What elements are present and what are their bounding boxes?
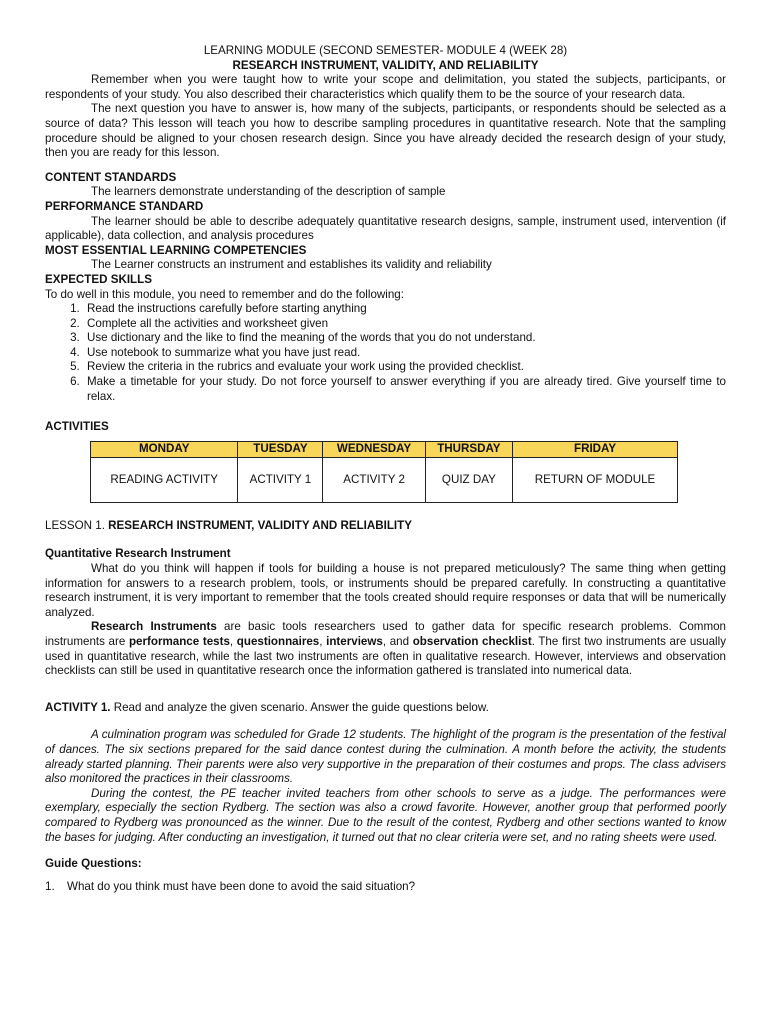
content-standards-heading: CONTENT STANDARDS	[45, 170, 177, 184]
task-cell: RETURN OF MODULE	[513, 457, 678, 502]
module-subtitle: RESEARCH INSTRUMENT, VALIDITY, AND RELIABILITY	[232, 58, 539, 72]
list-item: 2. Complete all the activities and worksheet given	[83, 317, 726, 332]
ri-sep: ,	[319, 635, 327, 648]
activity1-label: ACTIVITY 1.	[45, 700, 111, 714]
activity1-instruction	[45, 701, 726, 716]
term-performance-tests: performance tests	[128, 635, 230, 648]
term-questionnaires: questionnaires	[236, 635, 320, 648]
qri-paragraph: What do you think will happen if tools for building a house is not prepared meticulously? The same thing when getting information for answers to a research problem, tools, or instruments should be prepared carefully. In constructing a quantitative research instrument, it is very important to remember that the tools created should require responses or data that will be numerically analyzed.	[45, 562, 726, 619]
ri-sep: , and	[382, 635, 413, 648]
day-header: MONDAY	[91, 441, 238, 457]
qri-heading: Quantitative Research Instrument	[45, 547, 231, 561]
day-header: WEDNESDAY	[323, 441, 425, 457]
list-item: 6. Make a timetable for your study. Do not force yourself to answer everything if you are already tired. Give yourself time to relax.	[83, 375, 726, 404]
melc-heading: MOST ESSENTIAL LEARNING COMPETENCIES	[45, 243, 307, 257]
ri-text-2: . The first two instruments are usually used in quantitative research, while the last two instruments are often in qualitative research. However, interviews and observation checklists can still be used in quantitative research once the information gathered is translated into numerical data.	[45, 635, 726, 678]
activities-heading: ACTIVITIES	[45, 420, 109, 434]
melc-text: The Learner constructs an instrument and establishes its validity and reliability	[91, 258, 492, 272]
activity-schedule-table	[90, 441, 678, 503]
performance-standard-text: The learner should be able to describe adequately quantitative research designs, sample, instrument used, intervention (if applicable), data collection, and analysis procedures	[45, 214, 726, 243]
list-item: 1. Read the instructions carefully before starting anything	[83, 302, 726, 317]
skills-list	[45, 302, 726, 404]
lesson-prefix: LESSON 1.	[45, 518, 105, 532]
activity1-text: Read and analyze the given scenario. Answer the guide questions below.	[110, 700, 489, 714]
expected-skills-intro: To do well in this module, you need to remember and do the following:	[45, 287, 404, 301]
list-item: 5. Review the criteria in the rubrics and evaluate your work using the provided checklist.	[83, 360, 726, 375]
question-number: 1.	[45, 879, 55, 893]
day-header: THURSDAY	[425, 441, 512, 457]
intro-paragraph-1: Remember when you were taught how to write your scope and delimitation, you stated the subjects, participants, or respondents of your study. You also described their characteristics which qualify them to be the source of your research data.	[45, 73, 726, 101]
research-instruments-paragraph	[45, 620, 726, 678]
task-cell: ACTIVITY 1	[238, 457, 323, 502]
list-item: 4. Use notebook to summarize what you have just read.	[83, 346, 726, 361]
table-row	[91, 457, 678, 502]
guide-questions-heading: Guide Questions:	[45, 857, 142, 871]
list-item: 3. Use dictionary and the like to find the meaning of the words that you do not understand.	[83, 331, 726, 346]
guide-question-1	[45, 880, 726, 895]
task-cell: QUIZ DAY	[425, 457, 512, 502]
task-cell: READING ACTIVITY	[91, 457, 238, 502]
performance-standard-heading: PERFORMANCE STANDARD	[45, 199, 204, 213]
expected-skills-heading: EXPECTED SKILLS	[45, 272, 152, 286]
day-header: TUESDAY	[238, 441, 323, 457]
intro-paragraph-2: The next question you have to answer is, how many of the subjects, participants, or respondents should be selected as a source of data? This lesson will teach you how to describe sampling procedures in quantitative research. Note that the sampling procedure should be aligned to your chosen research design. Since you have already decided the research design of your study, then you are ready for this lesson.	[45, 102, 726, 160]
lesson-name: RESEARCH INSTRUMENT, VALIDITY AND RELIABILITY	[104, 518, 412, 532]
content-standards-text: The learners demonstrate understanding of the description of sample	[91, 185, 446, 199]
ri-text-1: are basic tools researchers used to gather data for specific research problems. Common instruments are	[45, 620, 726, 648]
term-interviews: interviews	[326, 635, 383, 648]
table-header-row	[91, 441, 678, 457]
ri-sep: ,	[229, 635, 237, 648]
day-header: FRIDAY	[513, 441, 678, 457]
scenario-paragraph-2: During the contest, the PE teacher invited teachers from other schools to serve as a judge. The performances were exemplary, especially the section Rydberg. The section was also a crowd favorite. However, another group that performed poorly compared to Rydberg was pronounced as the winner. Due to the result of the contest, Rydberg and other sections wanted to know the bases for judging. After conducting an investigation, it turned out that no clear criteria were set, and no rating sheets were used.	[45, 786, 726, 844]
module-title: LEARNING MODULE (SECOND SEMESTER- MODULE 4 (WEEK 28)	[203, 44, 568, 57]
term-research-instruments: Research Instruments	[91, 620, 217, 634]
term-observation-checklist: observation checklist	[412, 635, 532, 648]
task-cell: ACTIVITY 2	[323, 457, 425, 502]
question-text: What do you think must have been done to avoid the said situation?	[67, 879, 416, 893]
scenario-paragraph-1: A culmination program was scheduled for Grade 12 students. The highlight of the program is the presentation of the festival of dances. The six sections prepared for the said dance contest during the culmination. A month before the activity, the students already started planning. Their parents were also very supportive in the preparation of their costumes and props. The class advisers also monitored the practices in their classrooms.	[45, 728, 726, 786]
lesson-title	[45, 519, 726, 534]
